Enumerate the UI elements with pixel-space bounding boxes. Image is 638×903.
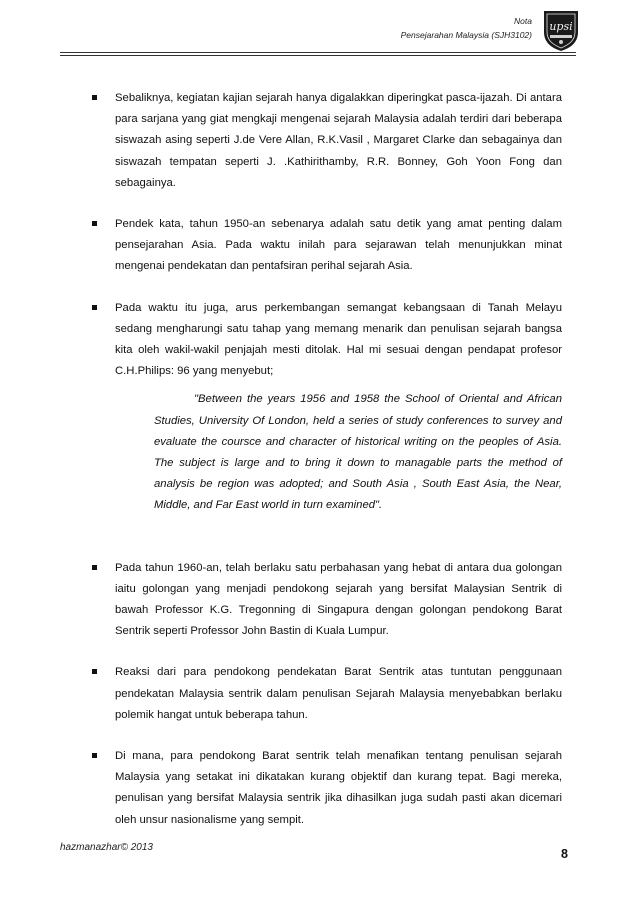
bullet-paragraph [92, 558, 562, 643]
header-course: Pensejarahan Malaysia (SJH3102) [400, 30, 532, 40]
paragraph-text: Di mana, para pendokong Barat sentrik telah menafikan tentang penulisan sejarah Malaysia yang setakat ini dikatakan kurang objektif dan kurang tepat. Bagi mereka, penulisan yang bersifat Malaysia sentrik jika dihasilkan juga sudah pasti akan dicemari oleh unsur nasionalisme yang sempit. [115, 750, 562, 826]
paragraph-text: Reaksi dari para pendokong pendekatan Barat Sentrik atas tuntutan penggunaan pendekatan Malaysia sentrik dalam penulisan Sejarah Malaysia menyebabkan berlaku polemik hangat untuk beberapa tahun. [115, 666, 562, 721]
document-body [92, 88, 562, 831]
header-title: Nota [514, 16, 532, 26]
bullet-paragraph [92, 214, 562, 278]
square-bullet-icon [92, 753, 97, 758]
svg-text:upsi: upsi [549, 20, 573, 33]
bullet-paragraph [92, 662, 562, 726]
square-bullet-icon [92, 565, 97, 570]
square-bullet-icon [92, 221, 97, 226]
bullet-paragraph [92, 746, 562, 831]
square-bullet-icon [92, 95, 97, 100]
university-crest-icon [540, 8, 582, 52]
paragraph-text: Pada tahun 1960-an, telah berlaku satu perbahasan yang hebat di antara dua golongan iaitu golongan yang menjadi pendokong sejarah yang bersifat Malaysian Sentrik di bawah Professor K.G. Tregonning di Singapura dengan golongan pendokong Barat Sentrik seperti Professor John Bastin di Kuala Lumpur. [115, 561, 562, 638]
bullet-paragraph [92, 298, 562, 383]
bullet-paragraph [92, 88, 562, 194]
header-divider [60, 52, 576, 56]
footer-copyright: hazmanazhar© 2013 [60, 842, 153, 853]
block-quote: "Between the years 1956 and 1958 the School of Oriental and African Studies, University Of London, held a series of study conferences to survey and evaluate the coursce and character of historical writing on the peoples of Asia. The subject is large and to bring it down to managable parts the method of analysis be region was adopted; and South Asia , South East Asia, the Near, Middle, and Far East world in turn examined". [154, 393, 562, 512]
paragraph-text: Sebaliknya, kegiatan kajian sejarah hanya digalakkan diperingkat pasca-ijazah. Di antara para sarjana yang giat mengkaji mengenai sejarah Malaysia adalah terdiri dari beberapa siswazah asing seperti J.de Vere Allan, R.K.Vasil , Margaret Clarke dan sebagainya dan siswazah tempatan seperti J. .Kathirithamby, R.R. Bonney, Goh Yoon Fong dan sebagainya. [115, 92, 562, 189]
square-bullet-icon [92, 305, 97, 310]
square-bullet-icon [92, 669, 97, 674]
page-header [401, 14, 532, 42]
page-number: 8 [561, 847, 568, 861]
paragraph-text: Pada waktu itu juga, arus perkembangan semangat kebangsaan di Tanah Melayu sedang mengharungi satu tahap yang memang menarik dan penulisan sejarah bangsa kita oleh wakil-wakil penjajah mesti ditolak. Hal mi sesuai dengan pendapat profesor C.H.Philips: 96 yang menyebut; [115, 301, 562, 378]
paragraph-text: Pendek kata, tahun 1950-an sebenarya adalah satu detik yang amat penting dalam pensejarahan Asia. Pada waktu inilah para sejarawan telah menunjukkan minat mengenai pendekatan dan pentafsiran perihal sejarah Asia. [115, 218, 562, 273]
